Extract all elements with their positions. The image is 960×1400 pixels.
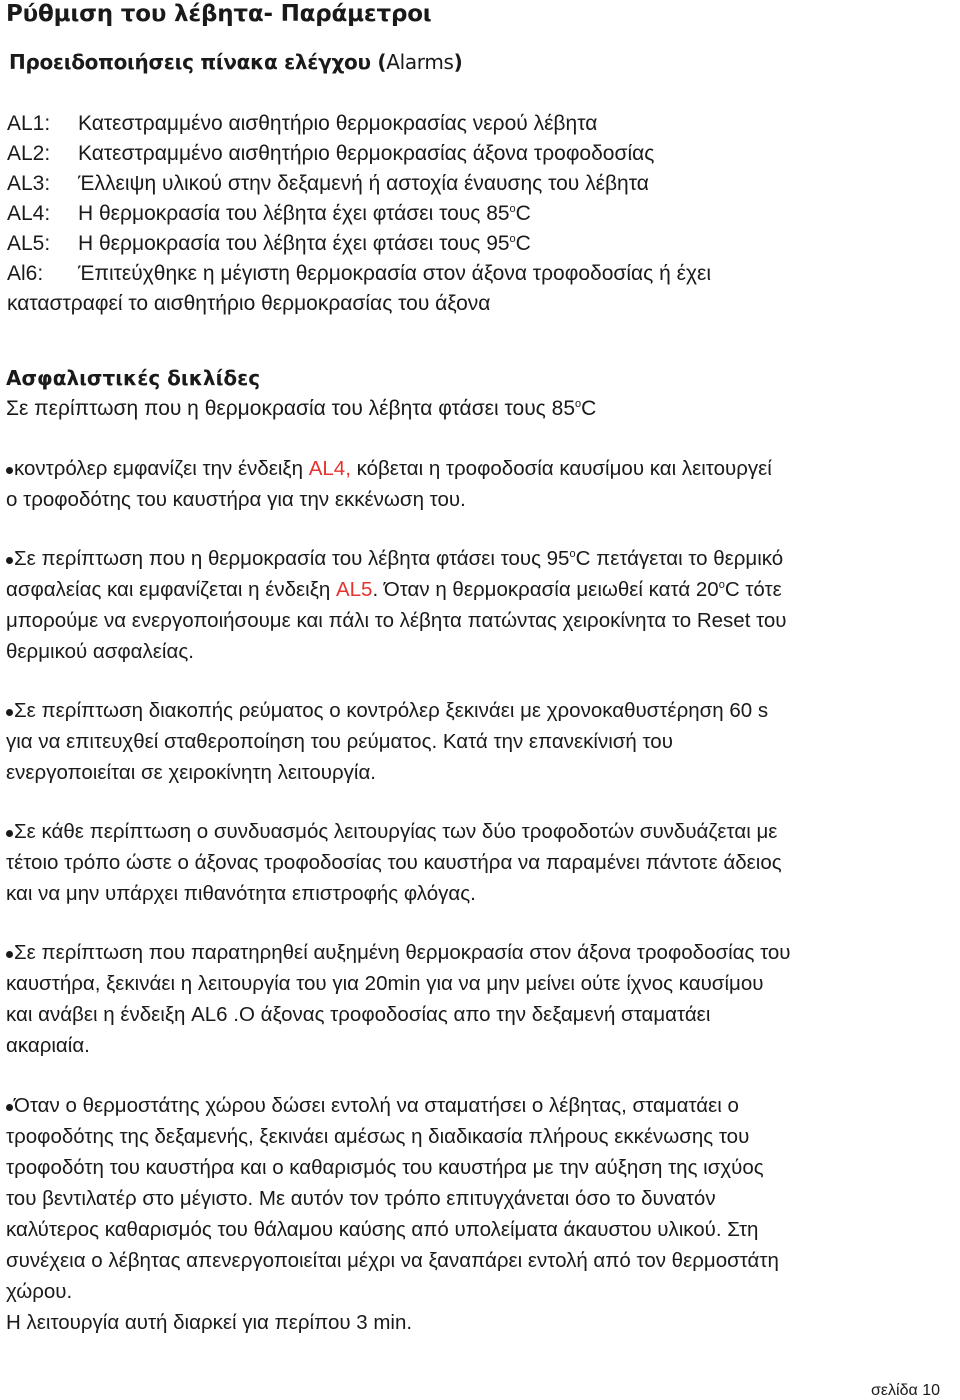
paragraph-text: ασφαλείας και εμφανίζεται η ένδειξη [6,578,336,601]
paragraph-line: τροφοδότη του καυστήρα και ο καθαρισμός του καυστήρα με την αύξηση της ισχύος [6,1156,764,1179]
alarms-subtitle-close: ) [453,50,463,74]
paragraph-line: μπορούμε να ενεργοποιήσουμε και πάλι το λέβητα πατώντας χειροκίνητα το Reset του [6,609,787,632]
alarm-text: Έπιτεύχθηκε η μέγιστη θερμοκρασία στον άξονα τροφοδοσίας ή έχει [78,262,712,285]
alarm-item [7,229,947,259]
paragraph-line: τέτοιο τρόπο ώστε ο άξονας τροφοδοσίας του καυστήρα να παραμένει πάντοτε άδειος [6,851,782,874]
alarm-list [7,109,947,319]
paragraph-line: συνέχεια ο λέβητας απενεργοποιείται μέχρι να ξαναπάρει εντολή από τον θερμοστάτη [6,1249,779,1272]
degree-mark: o [718,579,725,591]
bullet-icon [6,951,13,958]
alarm-code-highlight: AL4, [308,457,351,480]
alarm-code: AL1: [7,112,51,135]
paragraph-line: ακαριαία. [6,1034,90,1057]
safety-valves-intro-unit: C [581,397,597,420]
paragraph-line [6,1090,954,1121]
paragraph-text: Σε κάθε περίπτωση ο συνδυασμός λειτουργίας των δύο τροφοδοτών συνδυάζεται με [14,820,778,843]
alarm-code: Al6: [7,262,44,285]
alarm-item [7,259,947,289]
paragraph-line [6,695,954,726]
paragraph-line [6,574,954,605]
bullet-icon [6,557,13,564]
paragraph-line: χώρου. [6,1280,73,1303]
paragraph-text: Σε περίπτωση που παρατηρηθεί αυξημένη θερμοκρασία στον άξονα τροφοδοσίας του [14,941,791,964]
paragraph-line: για να επιτευχθεί σταθεροποίηση του ρεύματος. Κατά την επανεκίνισή του [6,730,673,753]
alarm-code: AL2: [7,142,51,165]
alarm-text: Κατεστραμμένο αισθητήριο θερμοκρασίας νερού λέβητα [78,112,598,135]
alarm-text: Έλλειψη υλικού στην δεξαμενή ή αστοχία έναυσης του λέβητα [78,172,649,195]
paragraph-text: κόβεται η τροφοδοσία καυσίμου και λειτουργεί [350,457,772,480]
alarm-item [7,139,947,169]
alarms-subtitle-latin: Alarms [386,50,454,74]
paragraph-line: και ανάβει η ένδειξη AL6 .Ο άξονας τροφοδοσίας απο την δεξαμενή σταματάει [6,1003,711,1026]
paragraph-line [6,543,954,574]
paragraph-text: C τότε [724,578,782,601]
paragraph-line: Η λειτουργία αυτή διαρκεί για περίπου 3 min. [6,1311,413,1334]
paragraph-line: ο τροφοδότης του καυστήρα για την εκκένωση του. [6,488,466,511]
alarms-subtitle-greek: Προειδοποιήσεις πίνακα ελέγχου ( [9,50,387,74]
bullet-icon [6,830,13,837]
alarm-unit: C [515,232,531,255]
paragraph-text: . Όταν η θερμοκρασία μειωθεί κατά 20 [372,578,719,601]
alarm-text: Κατεστραμμένο αισθητήριο θερμοκρασίας άξονα τροφοδοσίας [78,142,655,165]
bullet-icon [6,467,13,474]
paragraph-text: Όταν ο θερμοστάτης χώρου δώσει εντολή να σταματήσει ο λέβητας, σταματάει ο [14,1094,739,1117]
page-number: σελίδα 10 [871,1382,940,1399]
alarm-text [78,199,947,229]
alarm-code: AL3: [7,172,51,195]
alarm-text [78,229,947,259]
bullet-icon [6,709,13,716]
paragraph-text: C πετάγεται το θερμικό [575,547,784,570]
alarms-subtitle [9,50,463,74]
paragraph-text: Σε περίπτωση διακοπής ρεύματος ο κοντρόλερ ξεκινάει με χρονοκαθυστέρηση 60 s [14,699,769,722]
alarm-unit: C [515,202,531,225]
bullet-icon [6,1104,13,1111]
paragraph-line: ενεργοποιείται σε χειροκίνητη λειτουργία. [6,761,376,784]
safety-valves-intro-text: Σε περίπτωση που η θερμοκρασία του λέβητα φτάσει τους 85 [6,397,575,420]
paragraph-al4 [6,453,954,515]
page-title: Ρύθμιση του λέβητα- Παράμετροι [6,1,432,27]
paragraph-line: τροφοδότης της δεξαμενής, ξεκινάει αμέσως η διαδικασία πλήρους εκκένωσης του [6,1125,750,1148]
degree-mark: o [575,398,582,410]
paragraph-text: κοντρόλερ εμφανίζει την ένδειξη [14,457,309,480]
paragraph-line [6,453,954,484]
paragraph-al5 [6,543,954,667]
paragraph-line: του βεντιλατέρ στο μέγιστο. Με αυτόν τον τρόπο επιτυγχάνεται όσο το δυνατόν [6,1187,716,1210]
safety-valves-heading: Ασφαλιστικές δικλίδες [6,366,261,390]
alarm-text-body: Η θερμοκρασία του λέβητα έχει φτάσει τους 95 [78,232,510,255]
degree-mark: o [509,203,516,215]
alarm-text-body: Η θερμοκρασία του λέβητα έχει φτάσει τους 85 [78,202,510,225]
paragraph-line: καλύτερος καθαρισμός του θάλαμου καύσης από υπολείματα άκαυστου υλικού. Στη [6,1218,759,1241]
alarm-item [7,109,947,139]
alarm-code: AL5: [7,232,51,255]
degree-mark: o [569,548,576,560]
safety-valves-intro [6,397,596,421]
alarm-item [7,199,947,229]
alarm-code-highlight: AL5 [335,578,373,601]
paragraph-line: θερμικού ασφαλείας. [6,640,194,663]
paragraph-feeders [6,816,954,909]
paragraph-line: και να μην υπάρχει πιθανότητα επιστροφής φλόγας. [6,882,476,905]
alarm-item [7,169,947,199]
paragraph-line [6,816,954,847]
paragraph-room-thermostat [6,1090,954,1338]
paragraph-al6 [6,937,954,1061]
alarm-text-continuation: καταστραφεί το αισθητήριο θερμοκρασίας του άξονα [7,292,491,315]
paragraph-power-failure [6,695,954,788]
degree-mark: o [509,233,516,245]
paragraph-text: Σε περίπτωση που η θερμοκρασία του λέβητα φτάσει τους 95 [14,547,570,570]
paragraph-line [6,937,954,968]
paragraph-line: καυστήρα, ξεκινάει η λειτουργία του για 20min για να μην μείνει ούτε ίχνος καυσίμου [6,972,764,995]
alarm-code: AL4: [7,202,51,225]
